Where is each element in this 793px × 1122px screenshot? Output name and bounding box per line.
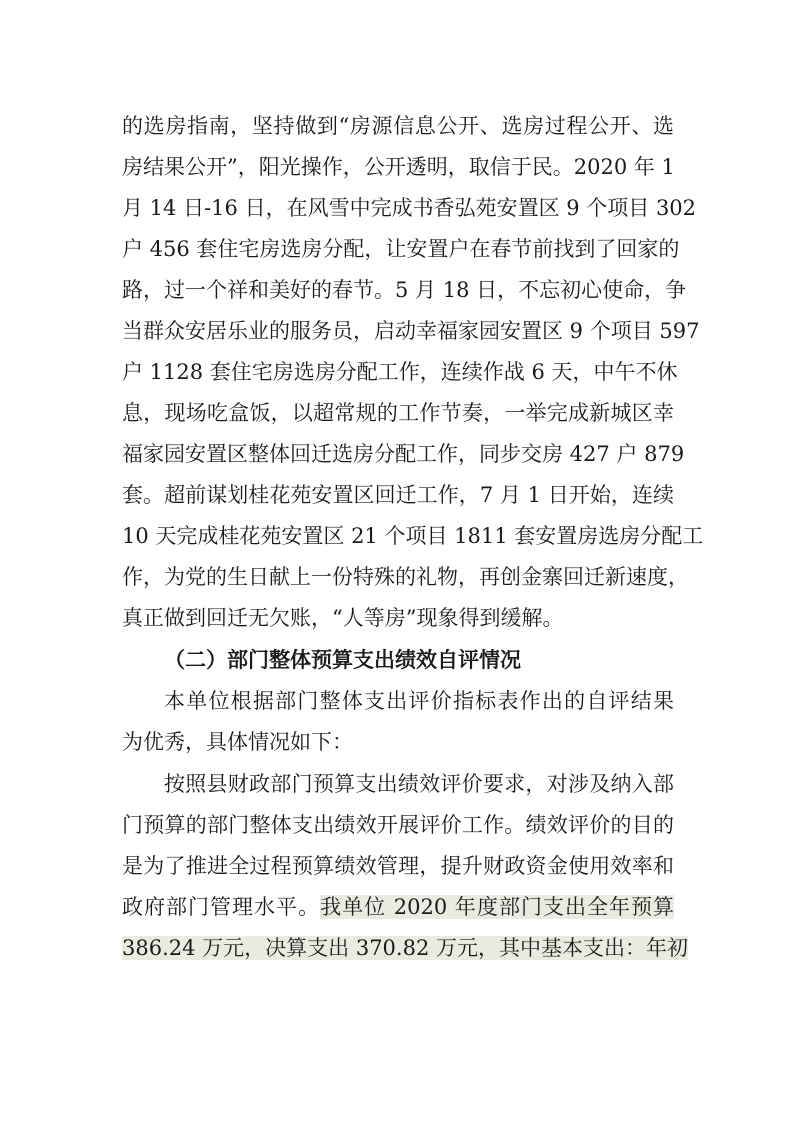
text-line: 作，为党的生日献上一份特殊的礼物，再创金寨回迁新速度， [122,565,689,589]
text-line: 套。超前谋划桂花苑安置区回迁工作，7 月 1 日开始，连续 [122,483,674,507]
text-line: 为优秀，具体情况如下： [122,730,353,754]
section-heading: （二）部门整体预算支出绩效自评情况 [164,648,521,672]
text-line [122,887,674,927]
text-line: 房结果公开”，阳光操作，公开透明，取信于民。2020 年 1 [122,155,675,179]
highlighted-text: 386.24 万元，决算支出 370.82 万元，其中基本支出：年初 [122,936,688,960]
text-line: 路，过一个祥和美好的春节。5 月 18 日，不忘初心使命，争 [122,278,687,302]
text-line: 息，现场吃盒饭，以超常规的工作节奏，一举完成新城区幸 [122,401,674,425]
text-line: 福家园安置区整体回迁选房分配工作，同步交房 427 户 879 [122,442,685,466]
text-line: 按照县财政部门预算支出绩效评价要求，对涉及纳入部 [164,772,674,796]
text-segment: 政府部门管理水平。 [122,895,321,919]
text-line: 真正做到回迁无欠账，“人等房”现象得到缓解。 [122,606,564,630]
text-line: 的选房指南，坚持做到“房源信息公开、选房过程公开、选 [122,114,674,138]
text-line: 是为了推进全过程预算绩效管理，提升财政资金使用效率和 [122,854,674,878]
text-line: 户 1128 套住宅房选房分配工作，连续作战 6 天，中午不休 [122,360,678,384]
text-line: 本单位根据部门整体支出评价指标表作出的自评结果 [164,689,674,713]
text-line: 户 456 套住宅房选房分配，让安置户在春节前找到了回家的 [122,237,680,261]
text-line: 门预算的部门整体支出绩效开展评价工作。绩效评价的目的 [122,813,674,837]
text-line: 10 天完成桂花苑安置区 21 个项目 1811 套安置房选房分配工 [122,524,704,548]
highlighted-text-line [122,928,688,968]
text-line: 月 14 日-16 日，在风雪中完成书香弘苑安置区 9 个项目 302 [122,196,697,220]
text-line: 当群众安居乐业的服务员，启动幸福家园安置区 9 个项目 597 [122,319,700,343]
highlighted-text: 我单位 2020 年度部门支出全年预算 [320,895,675,919]
